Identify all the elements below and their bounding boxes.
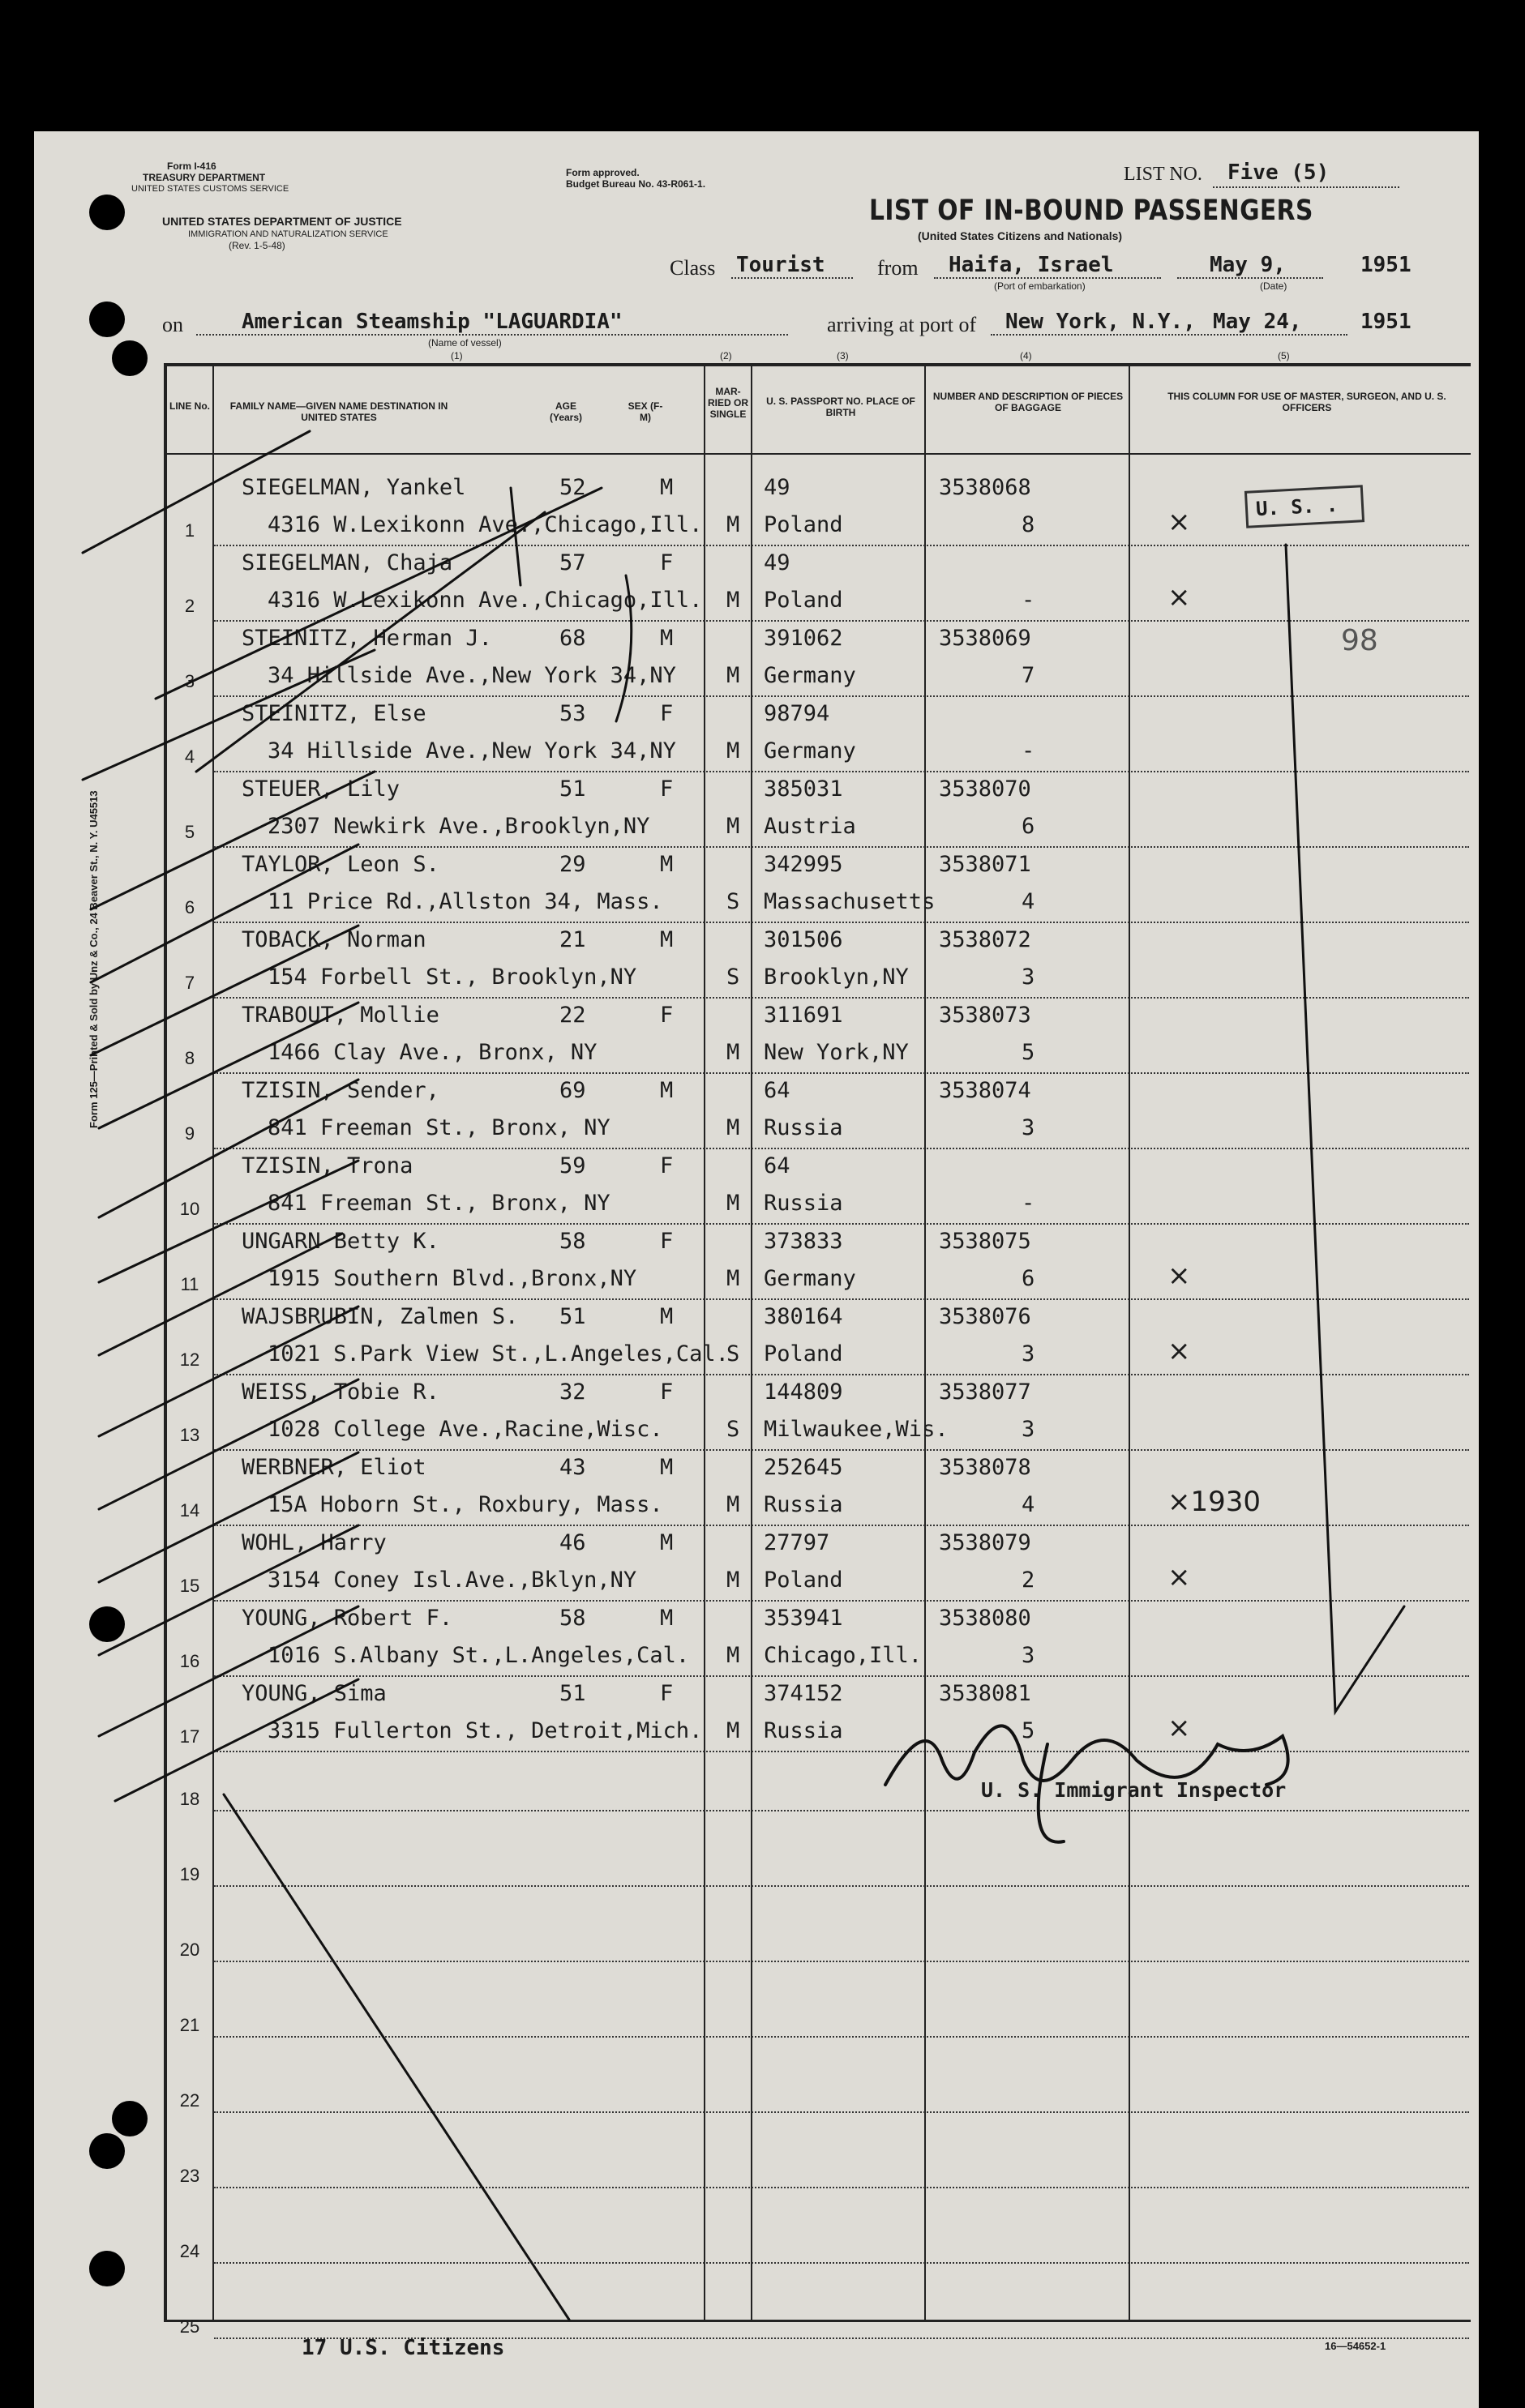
baggage-count: - xyxy=(1022,1191,1035,1216)
marital-status: S xyxy=(726,1341,740,1367)
inspector-check-mark: × xyxy=(1167,581,1191,614)
line-number: 14 xyxy=(179,1500,200,1521)
passenger-age: 51 xyxy=(559,776,586,802)
class-label: Class xyxy=(670,256,716,280)
passenger-sex: F xyxy=(660,701,674,726)
port-caption: (Port of embarkation) xyxy=(994,280,1086,292)
line-number: 21 xyxy=(179,2015,200,2035)
row-divider xyxy=(214,2262,1469,2264)
footer-citizens-count: 17 U.S. Citizens xyxy=(302,2336,505,2360)
row-divider xyxy=(214,1885,1469,1887)
line-number: 1 xyxy=(184,520,195,541)
passenger-age: 29 xyxy=(559,852,586,877)
baggage-count: 8 xyxy=(1022,512,1035,537)
passport-number: 380164 xyxy=(764,1304,843,1329)
baggage-count: 3 xyxy=(1022,1417,1035,1442)
passenger-age: 46 xyxy=(559,1530,586,1555)
arrival-date: May 24, xyxy=(1213,310,1302,334)
officer-stamp: U. S. . xyxy=(1244,485,1364,528)
header-line-no: LINE No. xyxy=(169,400,210,412)
baggage-count: 4 xyxy=(1022,1492,1035,1517)
punch-hole xyxy=(112,340,148,376)
budget-bureau: Budget Bureau No. 43-R061-1. xyxy=(566,178,706,190)
row-divider xyxy=(214,620,1469,622)
pen-strokes xyxy=(34,131,1479,2408)
form-number: Form I-416 xyxy=(167,160,216,172)
ticket-number: 3538070 xyxy=(939,776,1031,802)
arrival-year: 1951 xyxy=(1360,310,1411,334)
place-of-birth: Russia xyxy=(764,1115,843,1140)
row-divider xyxy=(214,1751,1469,1752)
passport-number: 385031 xyxy=(764,776,843,802)
vessel-caption: (Name of vessel) xyxy=(428,337,502,349)
row-divider xyxy=(214,2187,1469,2188)
passenger-age: 32 xyxy=(559,1379,586,1405)
passenger-age: 21 xyxy=(559,927,586,952)
row-divider xyxy=(214,1600,1469,1602)
ticket-number: 3538078 xyxy=(939,1455,1031,1480)
passport-number: 252645 xyxy=(764,1455,843,1480)
punch-hole xyxy=(112,2101,148,2136)
line-number: 25 xyxy=(179,2316,200,2337)
inspector-check-mark: × xyxy=(1167,1260,1191,1292)
baggage-count: 2 xyxy=(1022,1568,1035,1593)
rev-label: (Rev. 1-5-48) xyxy=(229,240,285,251)
punch-hole xyxy=(89,1606,125,1642)
line-number: 19 xyxy=(179,1864,200,1884)
on-label: on xyxy=(162,313,183,336)
row-divider xyxy=(214,846,1469,848)
line-number: 7 xyxy=(184,973,195,993)
marital-status: M xyxy=(726,1568,740,1593)
passport-number: 311691 xyxy=(764,1003,843,1028)
place-of-birth: Russia xyxy=(764,1718,843,1743)
marital-status: M xyxy=(726,663,740,688)
passenger-name: STEUER, Lily xyxy=(242,776,401,802)
passenger-sex: M xyxy=(660,475,674,500)
passenger-name: TAYLOR, Leon S. xyxy=(242,852,439,877)
passenger-address: 11 Price Rd.,Allston 34, Mass. xyxy=(268,889,663,914)
passenger-address: 2307 Newkirk Ave.,Brooklyn,NY xyxy=(268,814,650,839)
passenger-address: 841 Freeman St., Bronx, NY xyxy=(268,1115,610,1140)
arriving-label: arriving at port of xyxy=(827,313,977,336)
baggage-count: - xyxy=(1022,588,1035,613)
passenger-sex: M xyxy=(660,1304,674,1329)
passenger-address: 4316 W.Lexikonn Ave.,Chicago,Ill. xyxy=(268,588,703,613)
passenger-age: 68 xyxy=(559,626,586,651)
passport-number: 144809 xyxy=(764,1379,843,1405)
manifest-page xyxy=(34,131,1479,2408)
line-number: 18 xyxy=(179,1789,200,1809)
passenger-sex: F xyxy=(660,550,674,575)
place-of-birth: Germany xyxy=(764,1266,856,1291)
marital-status: M xyxy=(726,1191,740,1216)
inspector-check-mark: × xyxy=(1167,1335,1191,1367)
ticket-number: 3538076 xyxy=(939,1304,1031,1329)
ticket-number: 3538068 xyxy=(939,475,1031,500)
col-caption-5: (5) xyxy=(1278,350,1290,361)
line-number: 4 xyxy=(184,746,195,767)
place-of-birth: Brooklyn,NY xyxy=(764,964,909,990)
row-divider xyxy=(214,1525,1469,1526)
place-of-birth: Russia xyxy=(764,1191,843,1216)
from-label: from xyxy=(877,256,919,280)
row-divider xyxy=(214,1810,1469,1811)
passenger-name: SIEGELMAN, Chaja xyxy=(242,550,453,575)
row-divider xyxy=(214,1072,1469,1074)
place-of-birth: New York,NY xyxy=(764,1040,909,1065)
passenger-sex: F xyxy=(660,1379,674,1405)
footer-form-code: 16—54652-1 xyxy=(1325,2340,1386,2352)
row-divider xyxy=(214,771,1469,772)
list-no-label: LIST NO. xyxy=(1124,164,1202,185)
line-number: 23 xyxy=(179,2166,200,2186)
row-divider xyxy=(214,545,1469,546)
passport-number: 49 xyxy=(764,550,790,575)
row-divider xyxy=(214,1374,1469,1375)
date-caption: (Date) xyxy=(1260,280,1287,292)
line-number: 3 xyxy=(184,671,195,691)
inspector-title: U. S. Immigrant Inspector xyxy=(981,1778,1287,1802)
passenger-address: 1016 S.Albany St.,L.Angeles,Cal. xyxy=(268,1643,690,1668)
list-no-value: Five (5) xyxy=(1227,160,1330,185)
punch-hole xyxy=(89,2133,125,2169)
passenger-sex: M xyxy=(660,927,674,952)
row-divider xyxy=(214,997,1469,999)
passenger-address: 1915 Southern Blvd.,Bronx,NY xyxy=(268,1266,637,1291)
place-of-birth: Poland xyxy=(764,1341,843,1367)
passenger-name: YOUNG, Robert F. xyxy=(242,1606,453,1631)
passenger-name: UNGARN Betty K. xyxy=(242,1229,439,1254)
passenger-address: 3315 Fullerton St., Detroit,Mich. xyxy=(268,1718,703,1743)
col-caption-2: (2) xyxy=(720,350,732,361)
punch-hole xyxy=(89,2251,125,2286)
passport-number: 342995 xyxy=(764,852,843,877)
place-of-birth: Austria xyxy=(764,814,856,839)
passenger-address: 1021 S.Park View St.,L.Angeles,Cal. xyxy=(268,1341,729,1367)
passenger-sex: F xyxy=(660,1229,674,1254)
passenger-name: STEINITZ, Else xyxy=(242,701,426,726)
passenger-age: 51 xyxy=(559,1304,586,1329)
passport-number: 391062 xyxy=(764,626,843,651)
passport-number: 374152 xyxy=(764,1681,843,1706)
passenger-name: WERBNER, Eliot xyxy=(242,1455,426,1480)
passenger-age: 58 xyxy=(559,1229,586,1254)
passenger-name: STEINITZ, Herman J. xyxy=(242,626,492,651)
ticket-number: 3538079 xyxy=(939,1530,1031,1555)
baggage-count: 5 xyxy=(1022,1040,1035,1065)
passenger-name: YOUNG, Sima xyxy=(242,1681,387,1706)
passenger-name: WAJSBRUBIN, Zalmen S. xyxy=(242,1304,519,1329)
ticket-number: 3538077 xyxy=(939,1379,1031,1405)
baggage-count: 6 xyxy=(1022,814,1035,839)
col-caption-4: (4) xyxy=(1020,350,1032,361)
line-number: 24 xyxy=(179,2241,200,2261)
line-number: 8 xyxy=(184,1048,195,1068)
passenger-address: 1466 Clay Ave., Bronx, NY xyxy=(268,1040,598,1065)
page-title: LIST OF IN-BOUND PASSENGERS xyxy=(869,195,1313,227)
passenger-sex: M xyxy=(660,626,674,651)
passenger-age: 69 xyxy=(559,1078,586,1103)
line-number: 13 xyxy=(179,1425,200,1445)
passenger-address: 841 Freeman St., Bronx, NY xyxy=(268,1191,610,1216)
passenger-address: 4316 W.Lexikonn Ave.,Chicago,Ill. xyxy=(268,512,703,537)
passenger-name: TZISIN, Sender, xyxy=(242,1078,439,1103)
marital-status: M xyxy=(726,1718,740,1743)
from-date: May 9, xyxy=(1210,253,1286,277)
baggage-count: 7 xyxy=(1022,663,1035,688)
line-number: 20 xyxy=(179,1940,200,1960)
line-number: 2 xyxy=(184,596,195,616)
form-approved: Form approved. xyxy=(566,167,640,178)
line-number: 22 xyxy=(179,2090,200,2111)
marital-status: M xyxy=(726,814,740,839)
passenger-address: 1028 College Ave.,Racine,Wisc. xyxy=(268,1417,663,1442)
punch-hole xyxy=(89,302,125,337)
marital-status: M xyxy=(726,1266,740,1291)
place-of-birth: Poland xyxy=(764,588,843,613)
printer-side-text: Form 125—Printed & Sold by Unz & Co., 24 Beaver St., N. Y. U45513 xyxy=(88,790,100,1128)
passport-number: 27797 xyxy=(764,1530,830,1555)
passport-number: 373833 xyxy=(764,1229,843,1254)
row-divider xyxy=(214,695,1469,697)
passenger-name: TRABOUT, Mollie xyxy=(242,1003,439,1028)
marital-status: M xyxy=(726,512,740,537)
baggage-count: - xyxy=(1022,738,1035,763)
marital-status: M xyxy=(726,1115,740,1140)
row-divider xyxy=(214,1148,1469,1149)
passenger-sex: F xyxy=(660,1153,674,1178)
ticket-number: 3538069 xyxy=(939,626,1031,651)
passenger-sex: M xyxy=(660,852,674,877)
inspector-check-mark: × xyxy=(1167,1712,1191,1744)
marital-status: M xyxy=(726,738,740,763)
passenger-sex: M xyxy=(660,1606,674,1631)
passenger-sex: M xyxy=(660,1455,674,1480)
header-baggage: NUMBER AND DESCRIPTION OF PIECES OF BAGGAGE xyxy=(932,391,1124,413)
passenger-sex: M xyxy=(660,1530,674,1555)
row-divider xyxy=(214,2111,1469,2113)
passport-number: 301506 xyxy=(764,927,843,952)
ticket-number: 3538074 xyxy=(939,1078,1031,1103)
ticket-number: 3538071 xyxy=(939,852,1031,877)
row-divider xyxy=(214,1449,1469,1451)
passenger-name: WEISS, Tobie R. xyxy=(242,1379,439,1405)
arrival-port: New York, N.Y., xyxy=(1005,310,1196,334)
line-number: 10 xyxy=(179,1199,200,1219)
passenger-age: 57 xyxy=(559,550,586,575)
place-of-birth: Germany xyxy=(764,738,856,763)
passenger-sex: F xyxy=(660,776,674,802)
passenger-sex: F xyxy=(660,1681,674,1706)
header-name: FAMILY NAME—GIVEN NAME DESTINATION IN UNITED STATES xyxy=(229,400,448,423)
baggage-count: 3 xyxy=(1022,1643,1035,1668)
passenger-address: 34 Hillside Ave.,New York 34,NY xyxy=(268,663,676,688)
passport-number: 98794 xyxy=(764,701,830,726)
passenger-address: 15A Hoborn St., Roxbury, Mass. xyxy=(268,1492,663,1517)
marital-status: S xyxy=(726,964,740,990)
inspector-check-mark: × xyxy=(1167,1561,1191,1593)
baggage-count: 5 xyxy=(1022,1718,1035,1743)
passenger-age: 58 xyxy=(559,1606,586,1631)
line-number: 6 xyxy=(184,897,195,917)
place-of-birth: Poland xyxy=(764,1568,843,1593)
passenger-age: 53 xyxy=(559,701,586,726)
header-sex: SEX (F-M) xyxy=(628,400,663,423)
passenger-address: 154 Forbell St., Brooklyn,NY xyxy=(268,964,637,990)
passenger-name: WOHL, Harry xyxy=(242,1530,387,1555)
ins-label: IMMIGRATION AND NATURALIZATION SERVICE xyxy=(188,229,388,239)
marital-status: M xyxy=(726,1040,740,1065)
passenger-name: TOBACK, Norman xyxy=(242,927,426,952)
line-number: 11 xyxy=(180,1274,199,1294)
header-age: AGE (Years) xyxy=(549,400,583,423)
line-number: 15 xyxy=(179,1576,200,1596)
line-number: 9 xyxy=(184,1123,195,1144)
row-divider xyxy=(214,2036,1469,2038)
customs-label: UNITED STATES CUSTOMS SERVICE xyxy=(131,184,289,194)
row-divider xyxy=(214,1298,1469,1300)
treasury-label: TREASURY DEPARTMENT xyxy=(143,172,266,183)
ticket-number: 3538081 xyxy=(939,1681,1031,1706)
marital-status: M xyxy=(726,1643,740,1668)
passenger-name: SIEGELMAN, Yankel xyxy=(242,475,466,500)
row-divider xyxy=(214,922,1469,923)
passenger-age: 22 xyxy=(559,1003,586,1028)
line-number: 17 xyxy=(179,1726,200,1747)
col-caption-1: (1) xyxy=(451,350,463,361)
passport-number: 353941 xyxy=(764,1606,843,1631)
passenger-name: TZISIN, Trona xyxy=(242,1153,413,1178)
page-subtitle: (United States Citizens and Nationals) xyxy=(918,229,1123,242)
place-of-birth: Chicago,Ill. xyxy=(764,1643,923,1668)
inspector-check-mark: ×1930 xyxy=(1167,1486,1262,1518)
margin-number: 98 xyxy=(1341,624,1378,657)
passenger-age: 59 xyxy=(559,1153,586,1178)
marital-status: M xyxy=(726,1492,740,1517)
place-of-birth: Milwaukee,Wis. xyxy=(764,1417,949,1442)
ticket-number: 3538072 xyxy=(939,927,1031,952)
marital-status: S xyxy=(726,889,740,914)
justice-label: UNITED STATES DEPARTMENT OF JUSTICE xyxy=(162,215,402,228)
punch-hole xyxy=(89,195,125,230)
line-number: 16 xyxy=(179,1651,200,1671)
place-of-birth: Massachusetts xyxy=(764,889,936,914)
passenger-address: 34 Hillside Ave.,New York 34,NY xyxy=(268,738,676,763)
passport-number: 64 xyxy=(764,1078,790,1103)
ticket-number: 3538080 xyxy=(939,1606,1031,1631)
row-divider xyxy=(214,1223,1469,1225)
header-married: MAR-RIED OR SINGLE xyxy=(707,386,748,420)
from-year: 1951 xyxy=(1360,253,1411,277)
header-passport: U. S. PASSPORT NO. PLACE OF BIRTH xyxy=(766,396,915,418)
line-number: 5 xyxy=(184,822,195,842)
line-number: 12 xyxy=(179,1349,200,1370)
from-port: Haifa, Israel xyxy=(949,253,1114,277)
place-of-birth: Germany xyxy=(764,663,856,688)
col-caption-3: (3) xyxy=(837,350,849,361)
passenger-address: 3154 Coney Isl.Ave.,Bklyn,NY xyxy=(268,1568,637,1593)
ticket-number: 3538075 xyxy=(939,1229,1031,1254)
passenger-age: 43 xyxy=(559,1455,586,1480)
ticket-number: 3538073 xyxy=(939,1003,1031,1028)
place-of-birth: Poland xyxy=(764,512,843,537)
passenger-sex: F xyxy=(660,1003,674,1028)
passport-number: 49 xyxy=(764,475,790,500)
row-divider xyxy=(214,1961,1469,1962)
marital-status: S xyxy=(726,1417,740,1442)
class-value: Tourist xyxy=(736,253,825,277)
header-officers: THIS COLUMN FOR USE OF MASTER, SURGEON, AND U. S. OFFICERS xyxy=(1167,391,1446,413)
marital-status: M xyxy=(726,588,740,613)
baggage-count: 3 xyxy=(1022,964,1035,990)
passenger-sex: M xyxy=(660,1078,674,1103)
baggage-count: 4 xyxy=(1022,889,1035,914)
baggage-count: 3 xyxy=(1022,1115,1035,1140)
vessel-name: American Steamship "LAGUARDIA" xyxy=(242,310,623,334)
inspector-check-mark: × xyxy=(1167,506,1191,538)
passenger-age: 52 xyxy=(559,475,586,500)
baggage-count: 6 xyxy=(1022,1266,1035,1291)
passport-number: 64 xyxy=(764,1153,790,1178)
row-divider xyxy=(214,1675,1469,1677)
place-of-birth: Russia xyxy=(764,1492,843,1517)
baggage-count: 3 xyxy=(1022,1341,1035,1367)
passenger-age: 51 xyxy=(559,1681,586,1706)
